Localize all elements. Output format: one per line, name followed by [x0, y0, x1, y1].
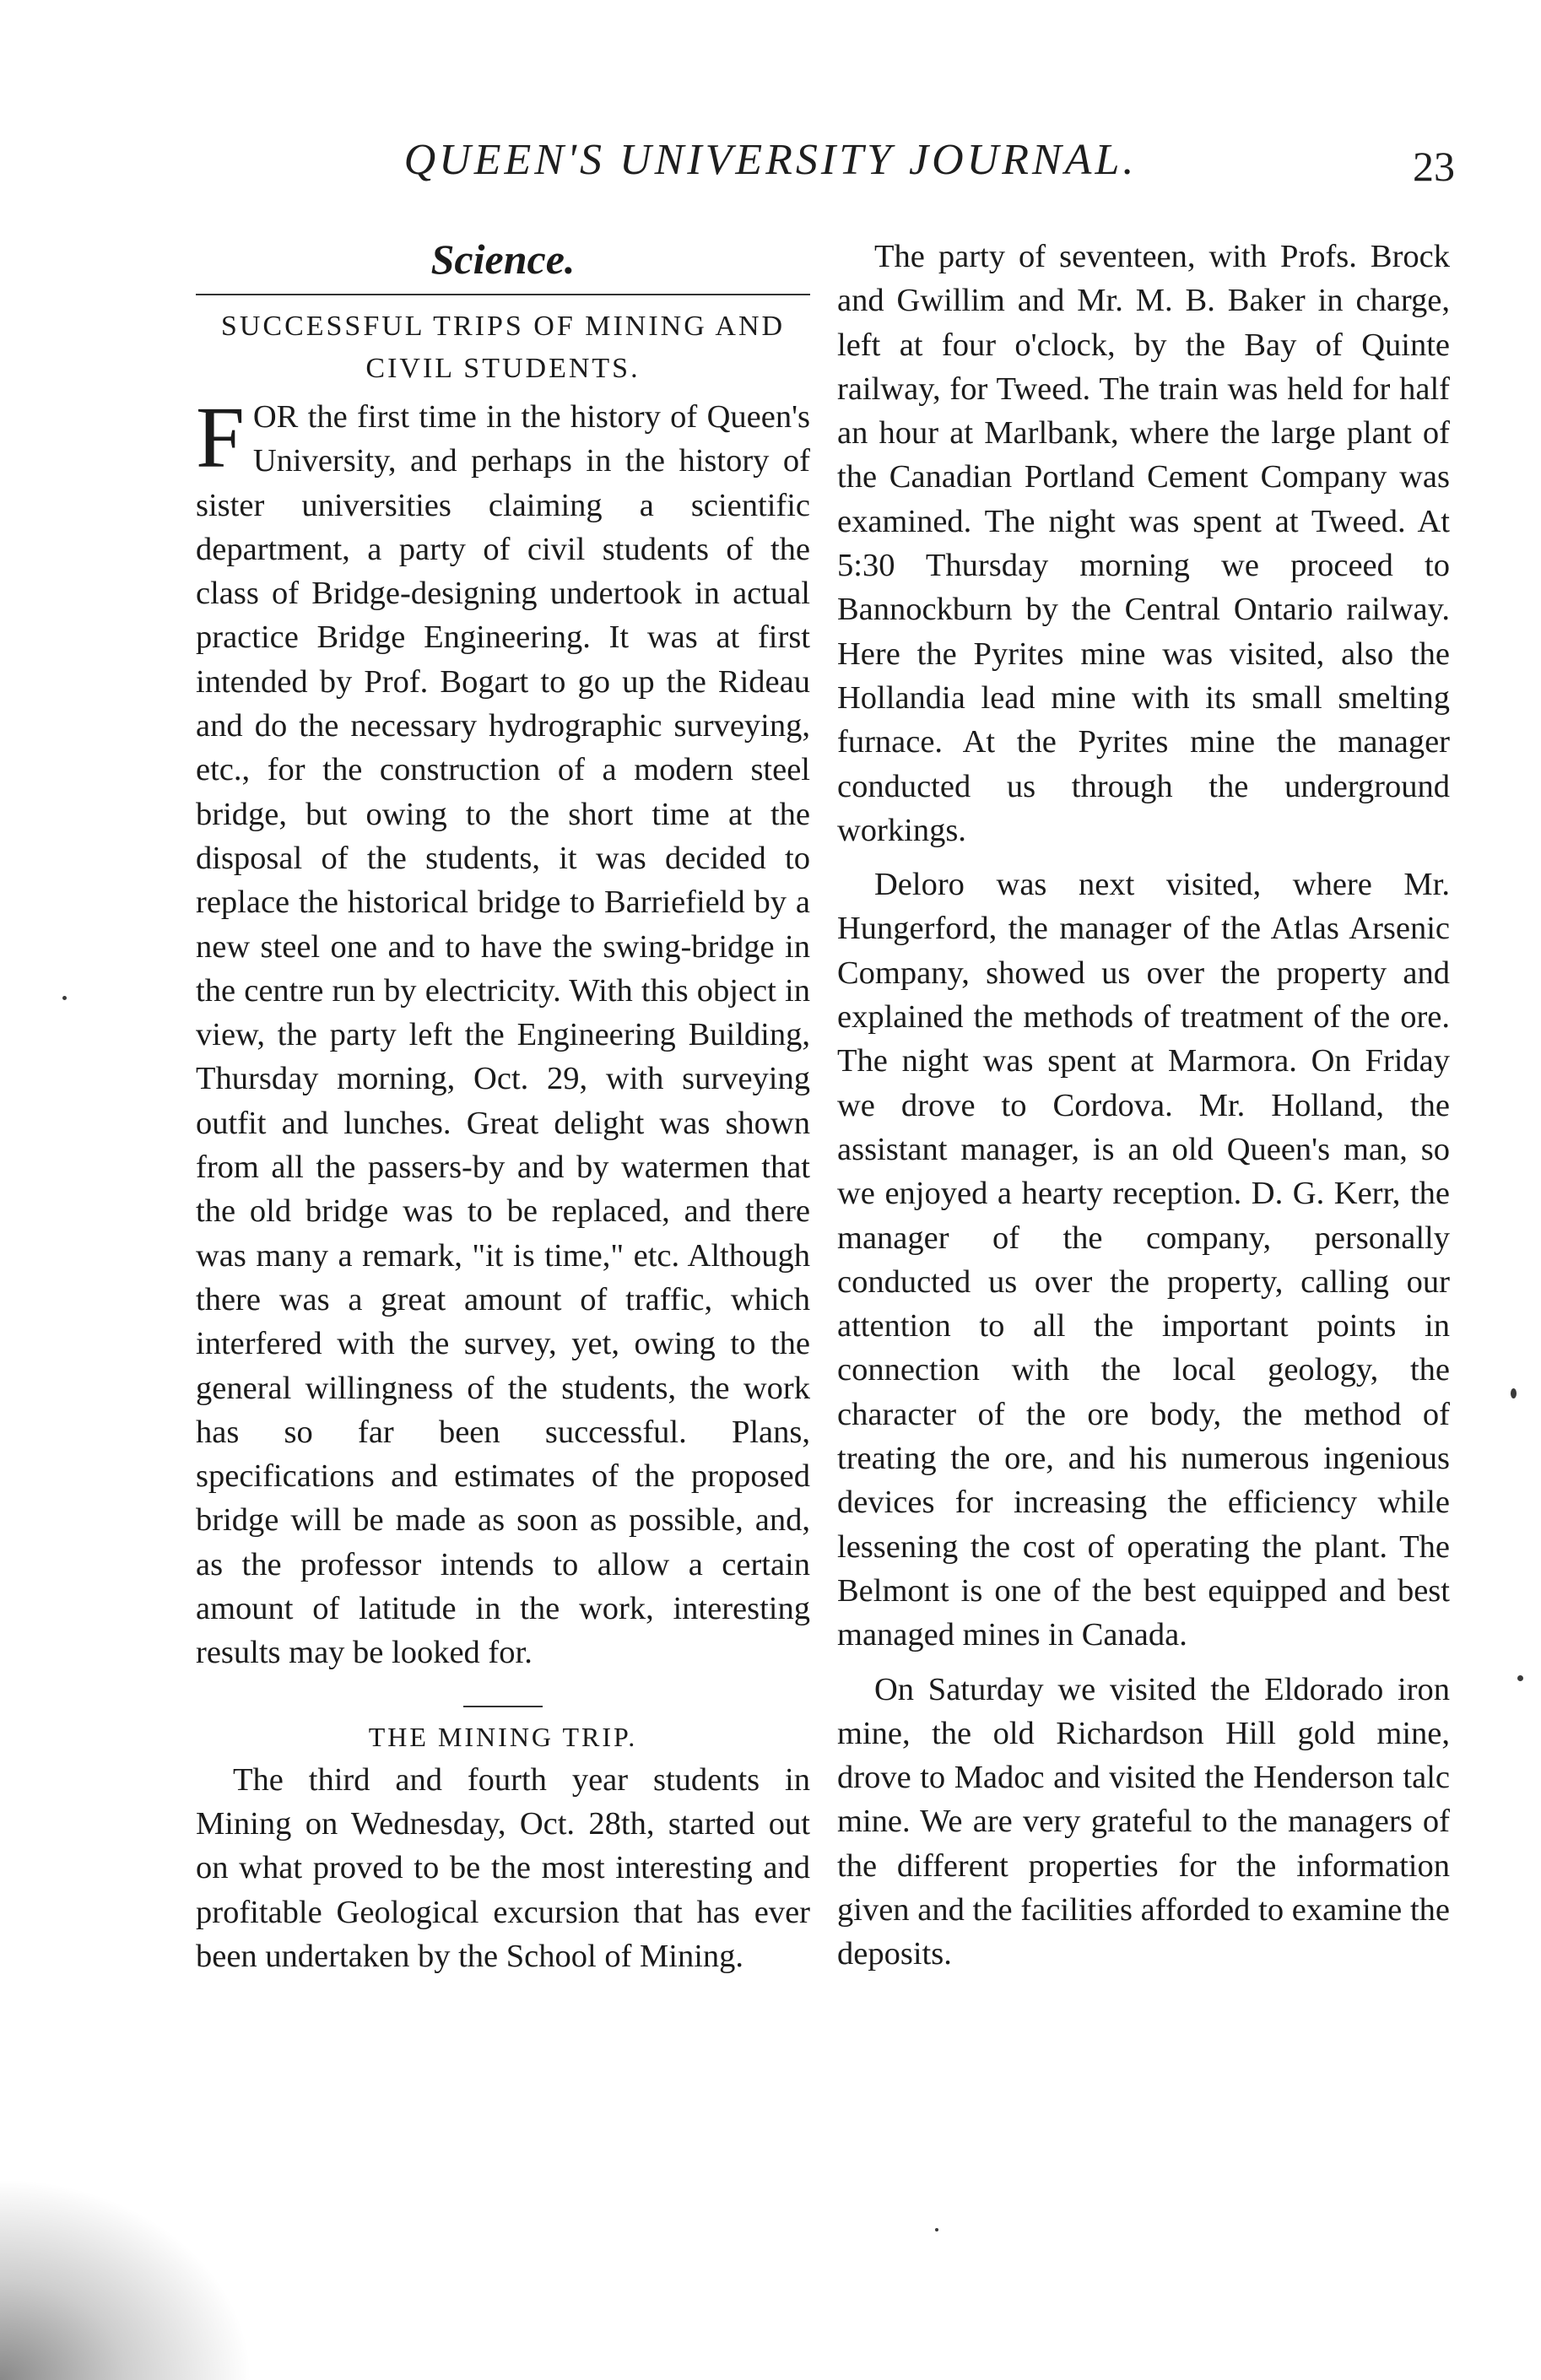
civil-trip-paragraph — [196, 389, 810, 1675]
page-number: 23 — [1413, 143, 1455, 190]
scan-speck — [935, 2228, 938, 2231]
mining-trip-paragraph-4: On Saturday we visited the Eldorado iron mine, the old Richardson Hill gold mine, drove to Madoc and visited the Henderson talc mine. We are very grateful to the managers of the different properties for the information given and the facilities afforded to examine the deposits. — [837, 1671, 1450, 1972]
civil-trip-text: the first time in the history of Queen's University, and perhaps in the history of sister universities claiming a scientific department, a party of civil students of the class of Bridge-designing undertook in actual practice Bridge Engineering. It was at first intended by Prof. Bogart to go up the Rideau and do the necessary hydrographic surveying, etc., for the construction of a modern steel bridge, but owing to the short time at the disposal of the students, it was decided to replace the historical bridge to Barriefield by a new steel one and to have the swing-bridge in the centre run by electricity. With this object in view, the party left the Engineering Building, Thursday morning, Oct. 29, with surveying outfit and lunches. Great delight was shown from all the passers-by and by watermen that the old bridge was to be replaced, and there was many a remark, "it is time," etc. Although there was a great amount of traffic, which interfered with the survey, yet, owing to the general willingness of the students, the work has so far been successful. Plans, specifications and estimates of the proposed bridge will be made as soon as possible, and, as the professor intends to allow a certain amount of latitude in the work, interesting results may be looked for. — [196, 399, 810, 1671]
section-title: Science. — [196, 235, 810, 295]
scan-smudge — [0, 2177, 253, 2380]
article-heading — [196, 306, 810, 390]
section-divider — [463, 1706, 543, 1707]
scan-speck — [1511, 1388, 1517, 1398]
left-column — [196, 235, 810, 1978]
article-heading-line2: CIVIL STUDENTS. — [365, 353, 641, 384]
scan-speck — [1517, 1675, 1523, 1681]
mining-trip-paragraph-2: The party of seventeen, with Profs. Brock and Gwillim and Mr. M. B. Baker in charge, left at four o'clock, by the Bay of Quinte railway, for Tweed. The train was held for half an hour at Marlbank, where the large plant of the Canadian Portland Cement Company was examined. The night was spent at Tweed. At 5:30 Thursday morning we proceed to Bannockburn by the Central Ontario railway. Here the Pyrites mine was visited, also the Hollandia lead mine with its small smelting furnace. At the Pyrites mine the manager conducted us through the underground workings. — [837, 239, 1450, 848]
mining-trip-paragraph-3: Deloro was next visited, where Mr. Hungerford, the manager of the Atlas Arsenic Company, showed us over the property and explained the methods of treatment of the ore. The night was spent at Marmora. On Friday we drove to Cordova. Mr. Holland, the assistant manager, is an old Queen's man, so we enjoyed a hearty reception. D. G. Kerr, the manager of the company, personally conducted us over the property, calling our attention to all the important points in connection with the local geology, the character of the ore body, the method of treating the ore, and his numerous ingenious devices for increasing the efficiency while lessening the cost of operating the plant. The Belmont is one of the best equipped and best managed mines in Canada. — [837, 867, 1450, 1653]
running-title: QUEEN'S UNIVERSITY JOURNAL. — [403, 136, 1138, 184]
mining-trip-paragraph-1: The third and fourth year students in Mining on Wednesday, Oct. 28th, started out on what proved to be the most interesting and profitable Geological excursion that has ever been undertaken by the School of Mining. — [196, 1761, 810, 1974]
drop-cap-word-rest: OR — [252, 399, 299, 435]
right-column — [837, 235, 1450, 1977]
scan-speck — [62, 996, 67, 1000]
article-heading-line1: SUCCESSFUL TRIPS OF MINING AND — [220, 311, 786, 342]
mining-trip-subheading: THE MINING TRIP. — [368, 1721, 638, 1752]
drop-cap: F — [196, 389, 245, 486]
